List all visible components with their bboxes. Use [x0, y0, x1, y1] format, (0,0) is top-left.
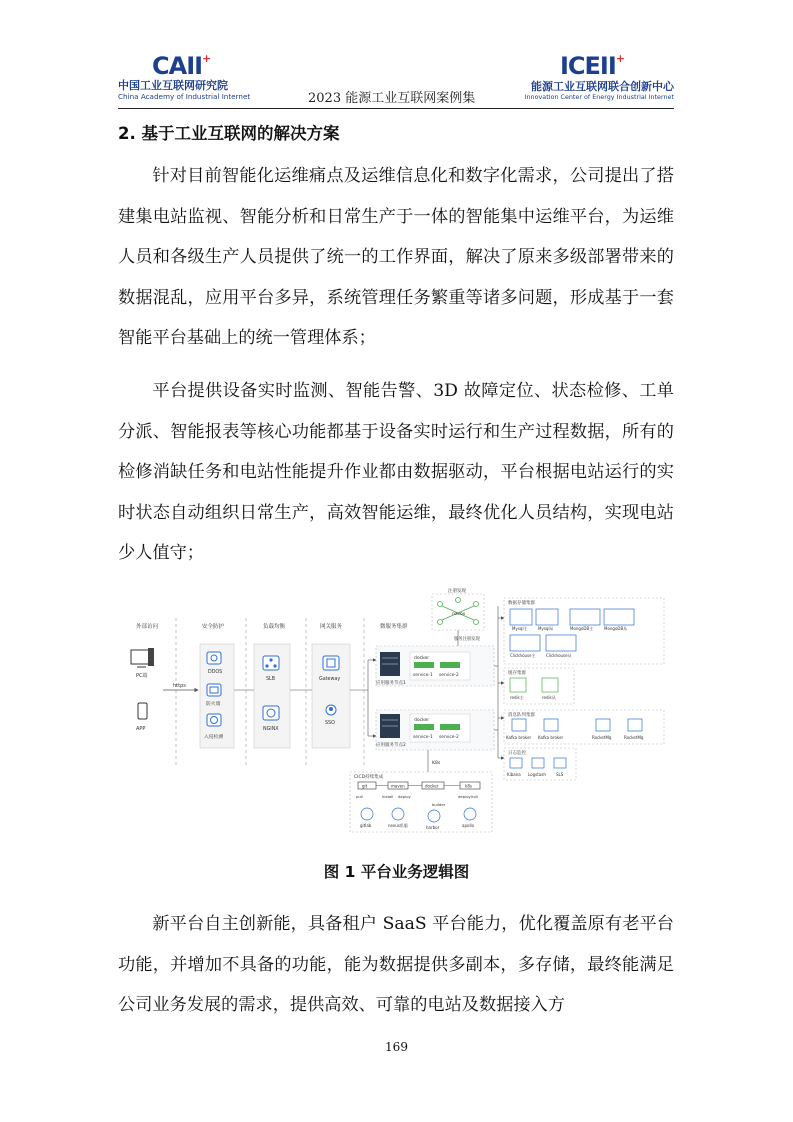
- storage-mongo-slave: MongoDB从: [604, 626, 628, 631]
- node1-label: 应用服务节点1: [376, 681, 406, 686]
- header-title: 2023 能源工业互联网案例集: [308, 91, 476, 106]
- cicd-stage-maven: maven: [391, 783, 405, 789]
- k8s-label: K8s: [432, 761, 441, 766]
- logs-logstash: Logstash: [528, 772, 546, 777]
- figure-caption: 图 1 平台业务逻辑图: [323, 863, 470, 881]
- nginx-label: NGINX: [263, 727, 279, 732]
- cicd-action-builder: builder: [432, 802, 446, 807]
- slb-icon: [263, 656, 279, 670]
- cicd-action-deployroll: deploy/roll: [458, 794, 478, 799]
- caii-org-name-en: China Academy of Industrial Internet: [118, 92, 251, 101]
- cicd-tool-apollo: apollo: [462, 823, 475, 828]
- page-header: [118, 50, 674, 109]
- cicd-action-deploy: deploy: [398, 794, 411, 799]
- logs-title: 日志监控: [508, 751, 526, 756]
- iceii-logo-mark: ICEII+: [559, 52, 624, 80]
- slb-label: SLB: [266, 677, 276, 682]
- mq-kafka-2: Kafka broker: [538, 735, 564, 740]
- storage-mysql-slave: Mysql从: [538, 626, 554, 631]
- firewall-label: 防火墙: [206, 702, 221, 707]
- paragraph-2: 平台提供设备实时监测、智能告警、3D 故障定位、状态检修、工单分派、智能报表等核心功能都基于设备实时运行和生产过程数据，所有的检修消缺任务和电站性能提升作业都由数据驱动，平台根据电站运行的实时状态自动组织日常生产，高效智能运维，最终优化人员结构，实现电站少人值守；: [118, 381, 674, 563]
- storage-title: 数据存储集群: [508, 601, 535, 606]
- sso-label: SSO: [325, 721, 335, 726]
- cicd-tool-harbor: harbor: [426, 825, 440, 830]
- paragraph-1: 针对目前智能化运维痛点及运维信息化和数字化需求，公司提出了搭建集电站监视、智能分析和日常生产于一体的智能集中运维平台，为运维人员和各级生产人员提供了统一的工作界面，解决了原来多级部署带来的数据混乱，应用平台多异，系统管理任务繁重等诸多问题，形成基于一套智能平台基础上的统一管理体系；: [118, 166, 674, 348]
- lane-gateway-label: 网关服务: [320, 624, 343, 630]
- cache-redis-slave: redis从: [542, 695, 556, 700]
- server-node-1-icon: [380, 652, 400, 676]
- lane-external-label: 外部访问: [136, 624, 159, 630]
- storage-mongo-master: MongoDB主: [570, 626, 594, 631]
- caii-org-name-cn: 中国工业互联网研究院: [118, 79, 228, 92]
- gateway-label: Gateway: [319, 677, 341, 682]
- ddos-icon: [207, 652, 221, 664]
- mq-title: 消息队列集群: [508, 713, 535, 718]
- cache-title: 缓存集群: [508, 671, 526, 676]
- cicd-stage-git: git: [362, 783, 368, 789]
- lane-security-label: 安全防护: [202, 624, 225, 630]
- pc-icon: [131, 648, 154, 667]
- iceii-org-name-en: Innovation Center of Energy Industrial Internet: [524, 93, 674, 101]
- logs-kibana: Kibana: [507, 772, 521, 777]
- cicd-title: CICD持续集成: [354, 775, 384, 780]
- node2-svc1: service-1: [413, 735, 433, 740]
- storage-ch-master: Clickhouse主: [510, 653, 536, 658]
- storage-ch-slave: Clickhouse从: [546, 653, 572, 658]
- iceii-logo: [514, 50, 674, 106]
- lane-microservice-label: 微服务集群: [380, 624, 408, 630]
- caii-logo: [118, 50, 268, 106]
- page-number: 169: [385, 1040, 408, 1054]
- caii-logo-mark: CAII+: [152, 52, 211, 80]
- server-node-2-icon: [380, 714, 400, 738]
- mq-rocketmq-1: RocketMq: [592, 735, 612, 740]
- ids-label: 入侵检测: [204, 735, 224, 740]
- pc-label: PC端: [136, 673, 148, 679]
- cicd-stage-k8s: k8s: [465, 783, 472, 789]
- registry-title: 注册发现: [448, 589, 466, 594]
- app-label: APP: [136, 726, 146, 732]
- node1-svc1: service-1: [413, 673, 433, 678]
- cicd-action-pull: pull: [356, 794, 363, 799]
- nacos-label: nacos: [452, 612, 466, 617]
- mq-rocketmq-2: RocketMq: [624, 735, 644, 740]
- mq-kafka-1: Kafka broker: [506, 735, 532, 740]
- node1-svc2: service-2: [439, 673, 459, 678]
- mobile-icon: [138, 703, 147, 719]
- cicd-action-install: install: [382, 794, 394, 799]
- node1-docker: docker: [414, 656, 430, 661]
- firewall-icon: [207, 684, 221, 696]
- https-label: https: [173, 683, 186, 689]
- node2-docker: docker: [414, 718, 430, 723]
- ddos-label: DDOS: [208, 670, 223, 675]
- cache-redis-master: redis主: [510, 695, 524, 700]
- platform-logic-diagram: [118, 588, 674, 836]
- gateway-icon: [323, 656, 339, 670]
- cicd-tool-gitlab: gitlab: [360, 823, 372, 828]
- section-title: 2. 基于工业互联网的解决方案: [118, 124, 340, 143]
- cicd-tool-nexus: nexus私服: [388, 823, 408, 828]
- sso-icon: [326, 705, 336, 715]
- node2-label: 应用服务节点2: [376, 743, 406, 748]
- paragraph-3: 新平台自主创新能，具备租户 SaaS 平台能力，优化覆盖原有老平台功能，并增加不具备的功能，能为数据提供多副本，多存储，最终能满足公司业务发展的需求，提供高效、可靠的电站及数据接入方: [118, 914, 674, 1015]
- lane-lb-label: 负载均衡: [263, 624, 286, 630]
- node2-svc2: service-2: [439, 735, 459, 740]
- logs-sls: SLS: [556, 772, 564, 777]
- storage-mysql-master: Mysql主: [512, 626, 528, 631]
- iceii-org-name-cn: 能源工业互联网联合创新中心: [531, 80, 674, 93]
- nginx-icon: [263, 706, 279, 720]
- cicd-stage-docker: docker: [425, 783, 439, 789]
- service-registry-label: 服务注册发现: [454, 637, 480, 642]
- ids-icon: [207, 714, 221, 726]
